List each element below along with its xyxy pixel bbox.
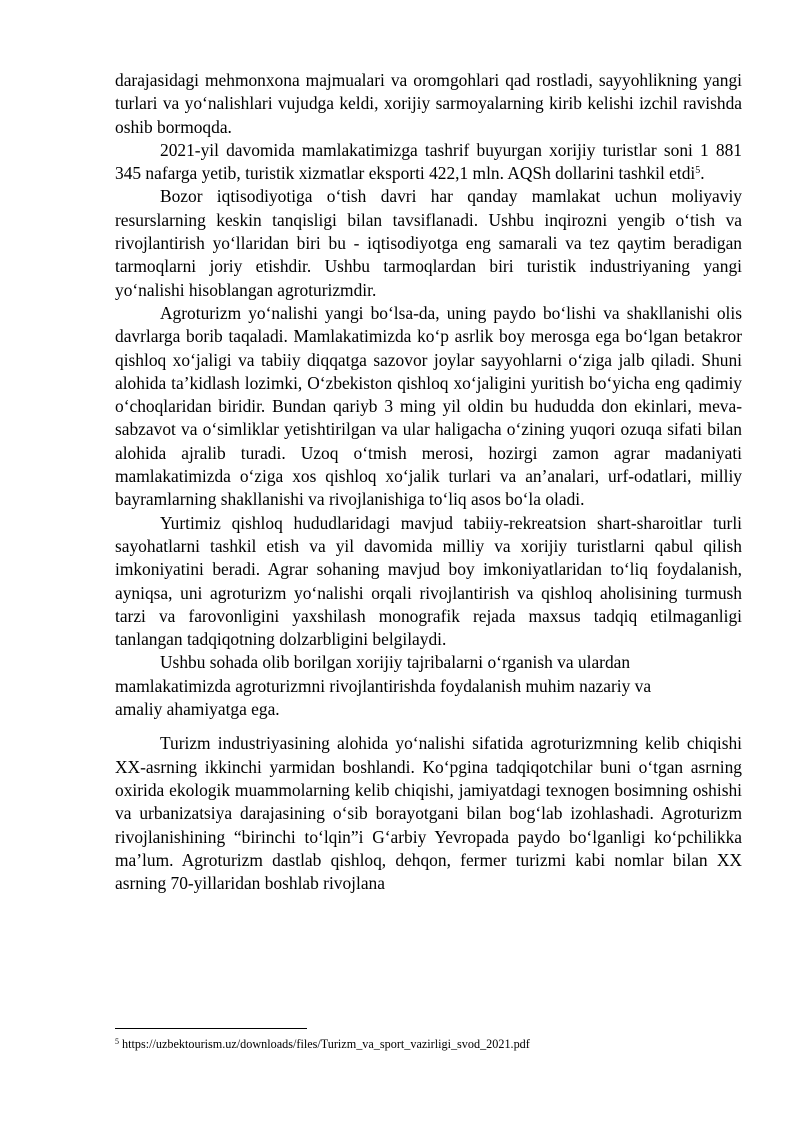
footnote-url-link[interactable]: https://uzbektourism.uz/downloads/files/Turizm_va_sport_vazirligi_svod_2021.pdf [119,1037,530,1051]
paragraph-rural-conditions: Yurtimiz qishloq hududlaridagi mavjud tabiiy-rekreatsion shart-sharoitlar turli sayohatlarni tashkil etish va yil davomida milliy va xorijiy turistlarni qabul qilish imkoniyatini beradi. Agrar sohaning mavjud boy imkoniyatlaridan to‘liq foydalanish, ayniqsa, uni agroturizm yo‘nalishi orqali rivojlantirish va qishloq aholisining turmush tarzi va farovonligini yaxshilash monografik rejada maxsus tadqiq etilmaganligi tanlangan tadqiqotning dolzarbligini belgilaydi. [115,512,742,650]
paragraph-agrotourism-origins: Agroturizm yo‘nalishi yangi bo‘lsa-da, uning paydo bo‘lishi va shakllanishi olis davrlarga borib taqaladi. Mamlakatimizda ko‘p asrlik boy merosga ega bo‘lgan betakror qishloq xo‘jaligi va tabiiy diqqatga sazovor joylar sayyohlarni o‘ziga jalb qiladi. Shuni alohida ta’kidlash lozimki, O‘zbekiston qishloq xo‘jaligini yuritish bo‘yicha eng qadimiy o‘choqlaridan biridir. Bundan qariyb 3 ming yil oldin bu hududda don ekinlari, meva-sabzavot va o‘simliklar yetishtirilgan va ular haligacha o‘zining yuqori ozuqa sifati bilan alohida ajralib turadi. Uzoq o‘tmish merosi, hozirgi zamon agrar madaniyati mamlakatimizda o‘ziga xos qishloq xo‘jalik turlari va an’analari, urf-odatlari, milliy bayramlarning shakllanishi va rivojlanishiga to‘liq asos bo‘la oladi. [115,302,742,510]
footnote [115,1037,530,1052]
paragraph-tourist-statistics [115,139,742,186]
footnote-divider [115,1028,307,1029]
paragraph-market-economy: Bozor iqtisodiyotiga o‘tish davri har qanday mamlakat uchun moliyaviy resurslarning keskin tanqisligi bilan tavsiflanadi. Ushbu inqirozni yengib o‘tish va rivojlantirish yo‘llaridan biri bu - iqtisodiyotga eng samarali va tez qaytim beradigan tarmoqlarni joriy etishdir. Ushbu tarmoqlardan biri turistik industriyaning yangi yo‘nalishi hisoblangan agroturizmdir. [115,186,742,300]
body-text [115,69,742,895]
paragraph-suffix: . [700,163,705,184]
footnote-reference[interactable]: 5 [695,165,701,177]
footnote-number: 5 [115,1037,119,1046]
paragraph-agrotourism-history: Turizm industriyasining alohida yo‘nalishi sifatida agroturizmning kelib chiqishi XX-asrning ikkinchi yarmidan boshlandi. Ko‘pgina tadqiqotchilar buni o‘tgan asrning oxirida ekologik muammolarning kelib chiqishi, jamiyatdagi texnogen bosimning oshishi va urbanizatsiya darajasining o‘sib borayotgani bilan bog‘lab izohlashadi. Agroturizm rivojlanishining “birinchi to‘lqin”i G‘arbiy Yevropada paydo bo‘lganligi ko‘pchilikka ma’lum. Agroturizm dastlab qishloq, dehqon, fermer turizmi kabi nomlar bilan XX asrning 70-yillaridan boshlab rivojlana [115,733,742,894]
paragraph-foreign-experience: Ushbu sohada olib borilgan xorijiy tajribalarni o‘rganish va ulardan mamlakatimizda agroturizmni rivojlantirishda foydalanish muhim nazariy va amaliy ahamiyatga ega. [115,652,652,720]
paragraph-continuation: darajasidagi mehmonxona majmualari va oromgohlari qad rostladi, sayyohlikning yangi turlari va yo‘nalishlari vujudga keldi, xorijiy sarmoyalarning kirib kelishi izchil ravishda oshib bormoqda. [115,70,742,137]
paragraph-text: 2021-yil davomida mamlakatimizga tashrif buyurgan xorijiy turistlar soni 1 881 345 nafarga yetib, turistik xizmatlar eksporti 422,1 mln. AQSh dollarini tashkil etdi [115,139,742,184]
